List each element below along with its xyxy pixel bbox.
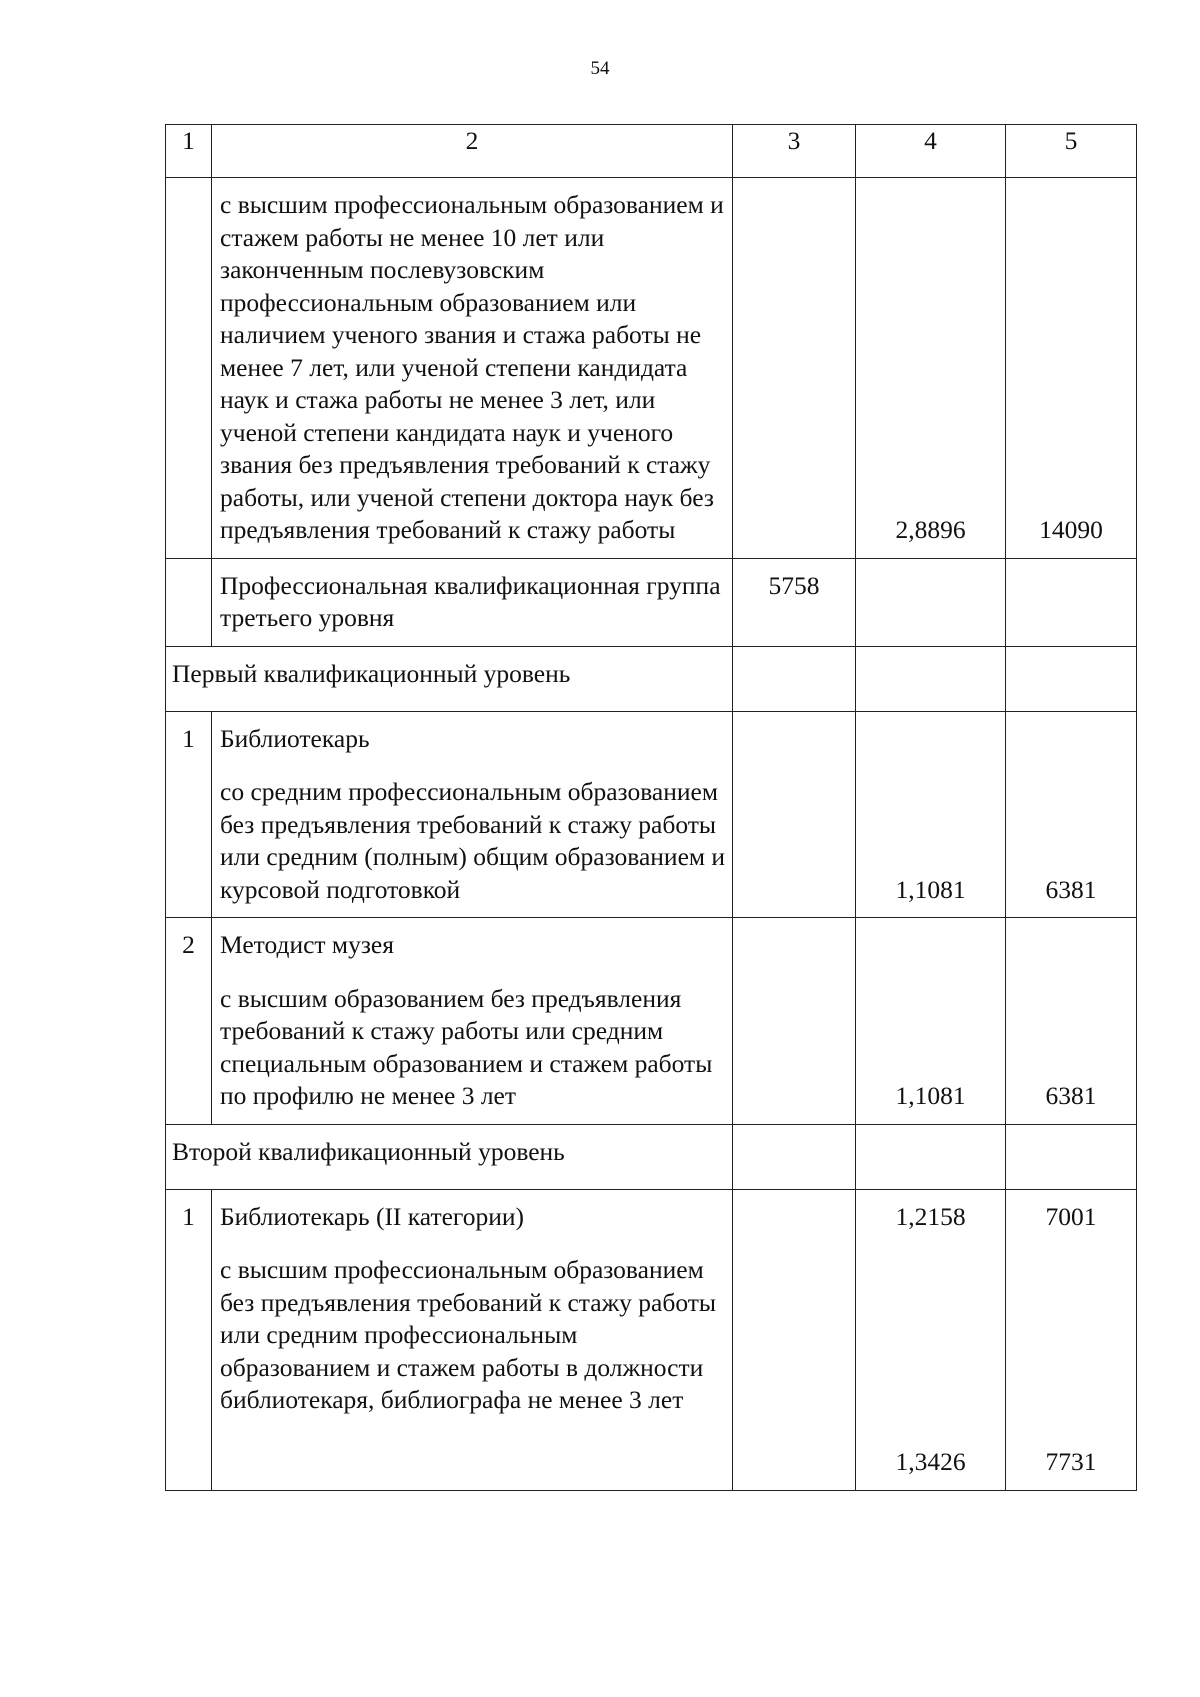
header-col-3: 3: [733, 125, 856, 178]
position-requirements: с высшим профессиональным образованием без предъявления требований к стажу работы или средним профессиональным образованием и стажем работы в должности библиотекаря, библиографа не менее 3 лет: [220, 1255, 717, 1414]
coefficient-bottom: 1,3426: [895, 1447, 966, 1476]
level-row: [166, 646, 1137, 711]
salary-cell: 6381: [1006, 711, 1137, 918]
coefficient-cell: [856, 1124, 1006, 1189]
salary-cell: [1006, 1189, 1137, 1490]
level-title: Первый квалификационный уровень: [166, 646, 733, 711]
coefficient-cell: [856, 558, 1006, 646]
position-cell: [212, 1189, 733, 1490]
table-row: [166, 178, 1137, 559]
position-requirements: со средним профессиональным образованием без предъявления требований к стажу работы или средним (полным) общим образованием и курсовой подготовкой: [220, 777, 726, 904]
row-number: 2: [166, 918, 212, 1125]
coefficient-top: 1,2158: [895, 1201, 966, 1231]
row-number: 1: [166, 1189, 212, 1490]
table-row: [166, 711, 1137, 918]
table-row: [166, 918, 1137, 1125]
level-title: Второй квалификационный уровень: [166, 1124, 733, 1189]
header-col-2: 2: [212, 125, 733, 178]
position-title: Библиотекарь (II категории): [220, 1201, 525, 1231]
row-number-cell: [166, 558, 212, 646]
coefficient-cell: 1,1081: [856, 711, 1006, 918]
salary-cell: 14090: [1006, 178, 1137, 559]
base-salary-cell: [733, 1124, 856, 1189]
position-requirements: с высшим образованием без предъявления требований к стажу работы или средним специальным образованием и стажем работы по профилю не менее 3 лет: [220, 983, 713, 1110]
group-title: Профессиональная квалификационная группа третьего уровня: [212, 558, 733, 646]
position-title: Методист музея: [220, 930, 394, 959]
base-salary-cell: [733, 178, 856, 559]
position-title: Библиотекарь: [220, 723, 370, 753]
header-col-4: 4: [856, 125, 1006, 178]
table-header-row: [166, 125, 1137, 178]
qualification-table: [165, 124, 1137, 1491]
header-col-5: 5: [1006, 125, 1137, 178]
salary-cell: [1006, 646, 1137, 711]
salary-top: 7001: [1045, 1201, 1097, 1231]
position-cell: [212, 918, 733, 1125]
salary-cell: [1006, 1124, 1137, 1189]
position-cell: [212, 711, 733, 918]
group-row: [166, 558, 1137, 646]
page-number: 54: [590, 58, 610, 79]
salary-bottom: 7731: [1045, 1447, 1097, 1476]
base-salary-cell: [733, 1189, 856, 1490]
base-salary-cell: [733, 646, 856, 711]
coefficient-cell: [856, 1189, 1006, 1490]
base-salary-cell: [733, 711, 856, 918]
requirement-text: с высшим профессиональным образованием и стажем работы не менее 10 лет или законченным послевузовским профессиональным образованием или наличием ученого звания и стажа работы не менее 7 лет, или ученой степени кандидата наук и стажа работы не менее 3 лет, или ученой степени кандидата наук и ученого звания без предъявления требований к стажу работы, или ученой степени доктора наук без предъявления требований к стажу работы: [212, 178, 733, 559]
row-number: 1: [166, 711, 212, 918]
table-row: [166, 1189, 1137, 1490]
salary-cell: [1006, 558, 1137, 646]
row-number-cell: [166, 178, 212, 559]
header-col-1: 1: [166, 125, 212, 178]
group-base-salary: 5758: [733, 558, 856, 646]
coefficient-cell: 1,1081: [856, 918, 1006, 1125]
base-salary-cell: [733, 918, 856, 1125]
level-row: [166, 1124, 1137, 1189]
coefficient-cell: [856, 646, 1006, 711]
salary-cell: 6381: [1006, 918, 1137, 1125]
coefficient-cell: 2,8896: [856, 178, 1006, 559]
